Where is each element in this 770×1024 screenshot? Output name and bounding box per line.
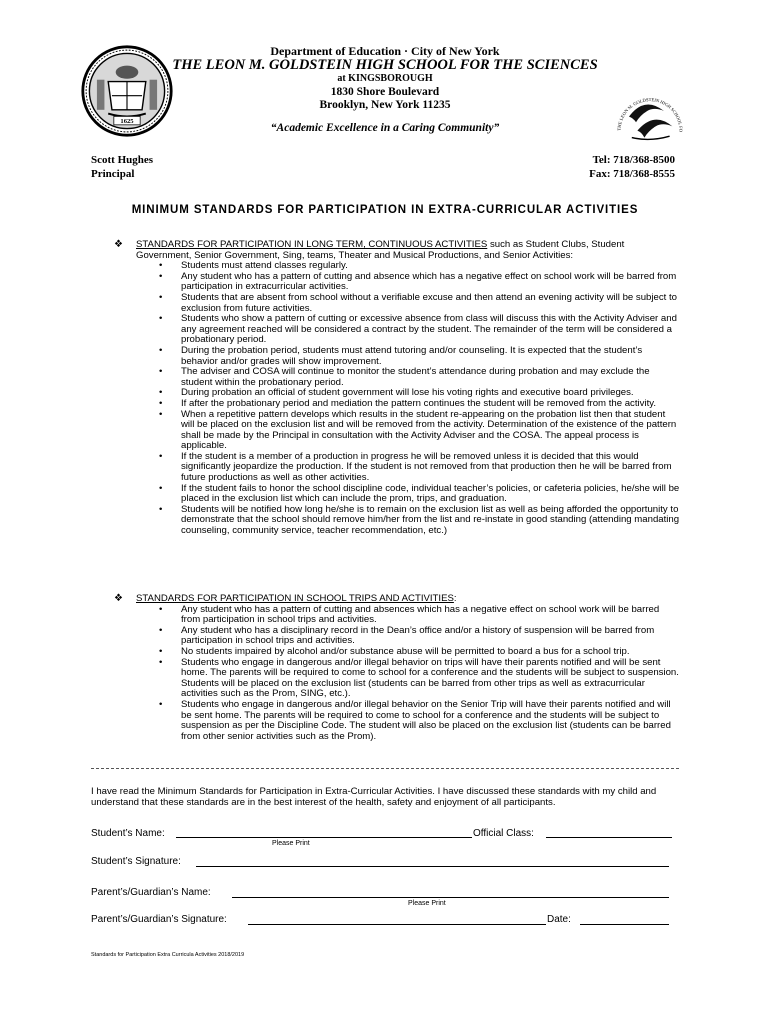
parent-signature-label: Parent’s/Guardian’s Signature: (91, 914, 227, 925)
section-heading (136, 240, 681, 261)
official-class-label: Official Class: (473, 828, 534, 839)
section-long-term-activities (114, 239, 681, 537)
list-item: • Students who engage in dangerous and/or illegal behavior on trips will have their parents notified and will be sent home. The parents will be required to come to school for a conference and the students will be subject to suspension. Students will be placed on the exclusion list (students can be barred from other trips as well as extracurricular activities such as the Prom, SING, etc.). (159, 656, 679, 700)
telephone: Tel: 718/368-8500 (592, 154, 675, 166)
diamond-bullet-icon: ❖ (114, 239, 123, 250)
list-item: • Any student who has a disciplinary record in the Dean’s office and/or a history of suspension will be barred from participation in school trips and activities. (159, 624, 655, 647)
parent-signature-field[interactable] (248, 924, 546, 925)
list-item: • Students that are absent from school without a verifiable excuse and then attend an evening activity will be subject to exclusion from future activities. (159, 291, 677, 314)
list-item: • If the student is a member of a production in progress he will be removed unless it is decided that this would significantly jeopardize the production. If the student is not removed from that production then he will be barred from future productions as well as other activities. (159, 450, 672, 484)
list-item: • During the probation period, students must attend tutoring and/or counseling. It is expected that the student’s behavior and/or grades will show improvement. (159, 344, 643, 367)
school-name: THE LEON M. GOLDSTEIN HIGH SCHOOL FOR THE SCIENCES (172, 57, 598, 73)
please-print-hint: Please Print (408, 900, 446, 907)
date-field[interactable] (580, 924, 669, 925)
standards-list (136, 605, 681, 743)
list-item: • No students impaired by alcohol and/or substance abuse will be permitted to board a bus for a school trip. (159, 645, 630, 657)
principal-block (91, 154, 153, 181)
standards-list (136, 261, 681, 536)
student-signature-label: Student’s Signature: (91, 856, 181, 867)
list-item: • If after the probationary period and mediation the pattern continues the student will be removed from the activity. (159, 397, 656, 409)
street-address: 1830 Shore Boulevard (330, 86, 440, 98)
principal-name: Scott Hughes (91, 154, 154, 166)
section-heading-title: STANDARDS FOR PARTICIPATION IN LONG TERM, CONTINUOUS ACTIVITIES (136, 239, 488, 250)
list-item: • Students will be notified how long he/she is to remain on the exclusion list as well as being afforded the opportunity to demonstrate that the school should remove him/her from the list and re-instate in good standing (attending mandating counseling, community service, teacher recommendation, etc.) (159, 503, 680, 537)
city-address: Brooklyn, New York 11235 (319, 99, 451, 111)
student-signature-field[interactable] (196, 866, 669, 867)
school-motto: “Academic Excellence in a Caring Community” (270, 122, 500, 134)
section-heading-rest: such as Student Clubs, Student Government, Senior Government, Sing, teams, Theater and Musical Productions, and Senior Activities: (136, 239, 625, 261)
cut-line-divider (91, 768, 679, 769)
date-label: Date: (547, 914, 571, 925)
please-print-hint: Please Print (272, 840, 310, 847)
fax: Fax: 718/368-8555 (589, 167, 675, 180)
principal-title: Principal (91, 167, 135, 180)
section-heading-rest: : (453, 593, 457, 604)
parent-name-field[interactable] (232, 897, 669, 898)
section-school-trips (114, 593, 681, 742)
list-item: • Any student who has a pattern of cutting and absences which has a negative effect on school work will be barred from participation in school trips and activities. (159, 603, 660, 626)
student-name-label: Student’s Name: (91, 828, 165, 839)
list-item: • Students who engage in dangerous and/or illegal behavior on the Senior Trip will have their parents notified and will be sent home. The parents will be required to come to school for a conference and the students will be subject to suspension as per the Discipline Code. The student will also be placed on the exclusion list (students can be barred from other senior activities such as the Prom). (159, 698, 671, 742)
contact-block (589, 154, 675, 181)
parent-name-label: Parent’s/Guardian’s Name: (91, 887, 211, 898)
list-item: • Any student who has a pattern of cutting and absence which has a negative effect on school work will be barred from participation in extracurricular activities. (159, 270, 677, 293)
acknowledgement-text: I have read the Minimum Standards for Participation in Extra-Curricular Activities. I have discussed these standards with my child and understand that these standards are in the best interest of the health, safety and enjoyment of all participants. (91, 786, 657, 808)
school-logo-text: THE LEON M. GOLDSTEIN HIGH SCHOOL FO (616, 97, 684, 133)
official-class-field[interactable] (546, 837, 672, 838)
list-item: • If the student fails to honor the school discipline code, individual teacher’s policies, or cafeteria policies, he/she will be placed in the exclusion list which can include the prom, trips, and graduation. (159, 482, 680, 505)
document-title: MINIMUM STANDARDS FOR PARTICIPATION IN EXTRA-CURRICULAR ACTIVITIES (131, 204, 639, 216)
list-item: • Students who show a pattern of cutting or excessive absence from class will discuss this with the Activity Adviser and any agreement reached will be considered a contract by the student. The remainder of the term will be considered a probationary period. (159, 313, 677, 346)
student-name-field[interactable] (176, 837, 472, 838)
list-item: • When a repetitive pattern develops which results in the student re-appearing on the probation list then that student will be placed on the exclusion list and will be removed from the activity. Determination of the existence of the pattern shall be made by the Principal in consultation with the Activity Adviser and the COSA. The appeal process is applicable. (159, 408, 677, 452)
list-item: • During probation an official of student government will lose his voting rights and executive board privileges. (159, 387, 634, 399)
department-line: Department of Education · City of New York (270, 44, 500, 58)
list-item: • Students must attend classes regularly. (159, 260, 348, 272)
section-heading-title: STANDARDS FOR PARTICIPATION IN SCHOOL TRIPS AND ACTIVITIES (136, 593, 454, 604)
seal-year: 1625 (120, 117, 134, 125)
list-item: • The adviser and COSA will continue to monitor the student’s attendance during probation and may exclude the student within the probationary period. (159, 366, 650, 388)
diamond-bullet-icon: ❖ (114, 593, 123, 604)
footer-note: Standards for Participation Extra Curricula Activities 2018/2019 (91, 952, 245, 958)
school-location: at KINGSBOROUGH (337, 73, 433, 84)
